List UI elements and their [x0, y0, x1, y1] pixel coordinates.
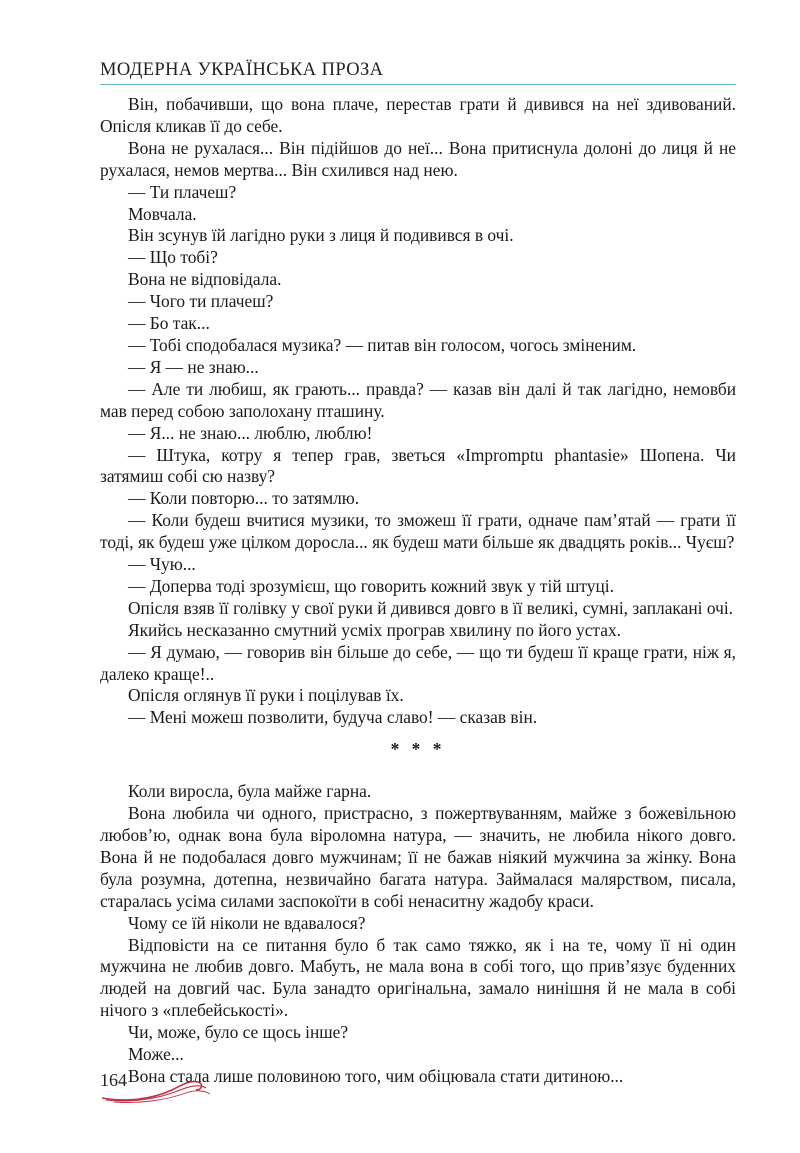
paragraph: Чому се їй ніколи не вдавалося? — [128, 912, 366, 933]
paragraph: Мовчала. — [128, 203, 197, 224]
paragraph: — Коли будеш вчитися музики, то зможеш її грати, одначе пам’ятай — грати її тоді, як будеш уже цілком доросла... як будеш мати більше як двадцять років... Чуєш? — [100, 510, 736, 553]
paragraph: Опісля оглянув її руки і поцілував їх. — [128, 685, 404, 706]
page-number: 164 — [100, 1070, 127, 1090]
header-rule — [100, 84, 736, 85]
paragraph: Вона стала лише половиною того, чим обіцювала стати дитиною... — [128, 1065, 624, 1086]
paragraph: Чи, може, було се щось інше? — [128, 1022, 349, 1043]
paragraph: Опісля взяв її голівку у свої руки й дивився довго в її великі, сумні, заплакані очі. — [128, 597, 733, 618]
page-footer — [100, 1066, 220, 1106]
paragraph: — Тобі сподобалася музика? — питав він голосом, чогось зміненим. — [128, 334, 637, 355]
paragraph: — Але ти любиш, як грають... правда? — казав він далі й так лагідно, немовби мав перед собою заполохану пташину. — [100, 378, 736, 421]
paragraph: — Мені можеш позволити, будуча славо! — сказав він. — [128, 707, 538, 728]
paragraph: — Що тобі? — [128, 247, 218, 268]
paragraph: — Доперва тоді зрозумієш, що говорить кожний звук у тій штуці. — [128, 575, 614, 596]
paragraph: Вона не відповідала. — [128, 269, 282, 290]
paragraph: — Я — не знаю... — [128, 356, 259, 377]
page-body — [100, 94, 736, 1088]
paragraph: Якийсь несказанно смутний усміх програв хвилину по його устах. — [128, 619, 622, 640]
paragraph: Може... — [128, 1044, 184, 1065]
paragraph: Коли виросла, була майже гарна. — [128, 781, 372, 802]
paragraph: Відповісти на се питання було б так само тяжко, як і на те, чому її ні один мужчина не любив довго. Мабуть, не мала вона в собі того, що прив’язує буденних людей на довгий час. Була занадто оригінальна, замало нинішня й не мала в собі нічого з «плебейськості». — [100, 934, 736, 1021]
paragraph: — Я... не знаю... люблю, люблю! — [128, 422, 373, 443]
paragraph: — Штука, котру я тепер грав, зветься «Impromptu phantasie» Шопена. Чи затямиш собі сю назву? — [100, 444, 736, 487]
running-header: МОДЕРНА УКРАЇНСЬКА ПРОЗА — [100, 60, 384, 80]
paragraph: Вона любила чи одного, пристрасно, з пожертвуванням, майже з божевільною любов’ю, однак вона була віроломна натура, — значить, не любила нікого довго. Вона й не подобалася довго мужчинам; її не бажав ніякий мужчина за жінку. Вона була розумна, дотепна, незвичайно багата натура. Займалася малярством, писала, старалась усіма силами заспокоїти в собі ненаситну жадобу краси. — [100, 803, 736, 911]
paragraph: Він, побачивши, що вона плаче, перестав грати й дивився на неї здивований. Опісля кликав її до себе. — [100, 94, 736, 136]
section-separator: * * * — [390, 739, 446, 760]
paragraph: — Я думаю, — говорив він більше до себе, — що ти будеш її краще грати, ніж я, далеко краще!.. — [100, 641, 736, 684]
paragraph: — Коли повторю... то затямлю. — [128, 488, 360, 509]
paragraph: — Чого ти плачеш? — [128, 291, 274, 312]
paragraph: Вона не рухалася... Він підійшов до неї... Вона притиснула долоні до лиця й не рухалася, немов мертва... Він схилився над нею. — [100, 137, 736, 180]
paragraph: — Чую... — [128, 554, 196, 575]
paragraph: — Ти плачеш? — [128, 181, 237, 202]
paragraph: — Бо так... — [128, 313, 210, 334]
paragraph: Він зсунув їй лагідно руки з лиця й подивився в очі. — [128, 225, 514, 246]
